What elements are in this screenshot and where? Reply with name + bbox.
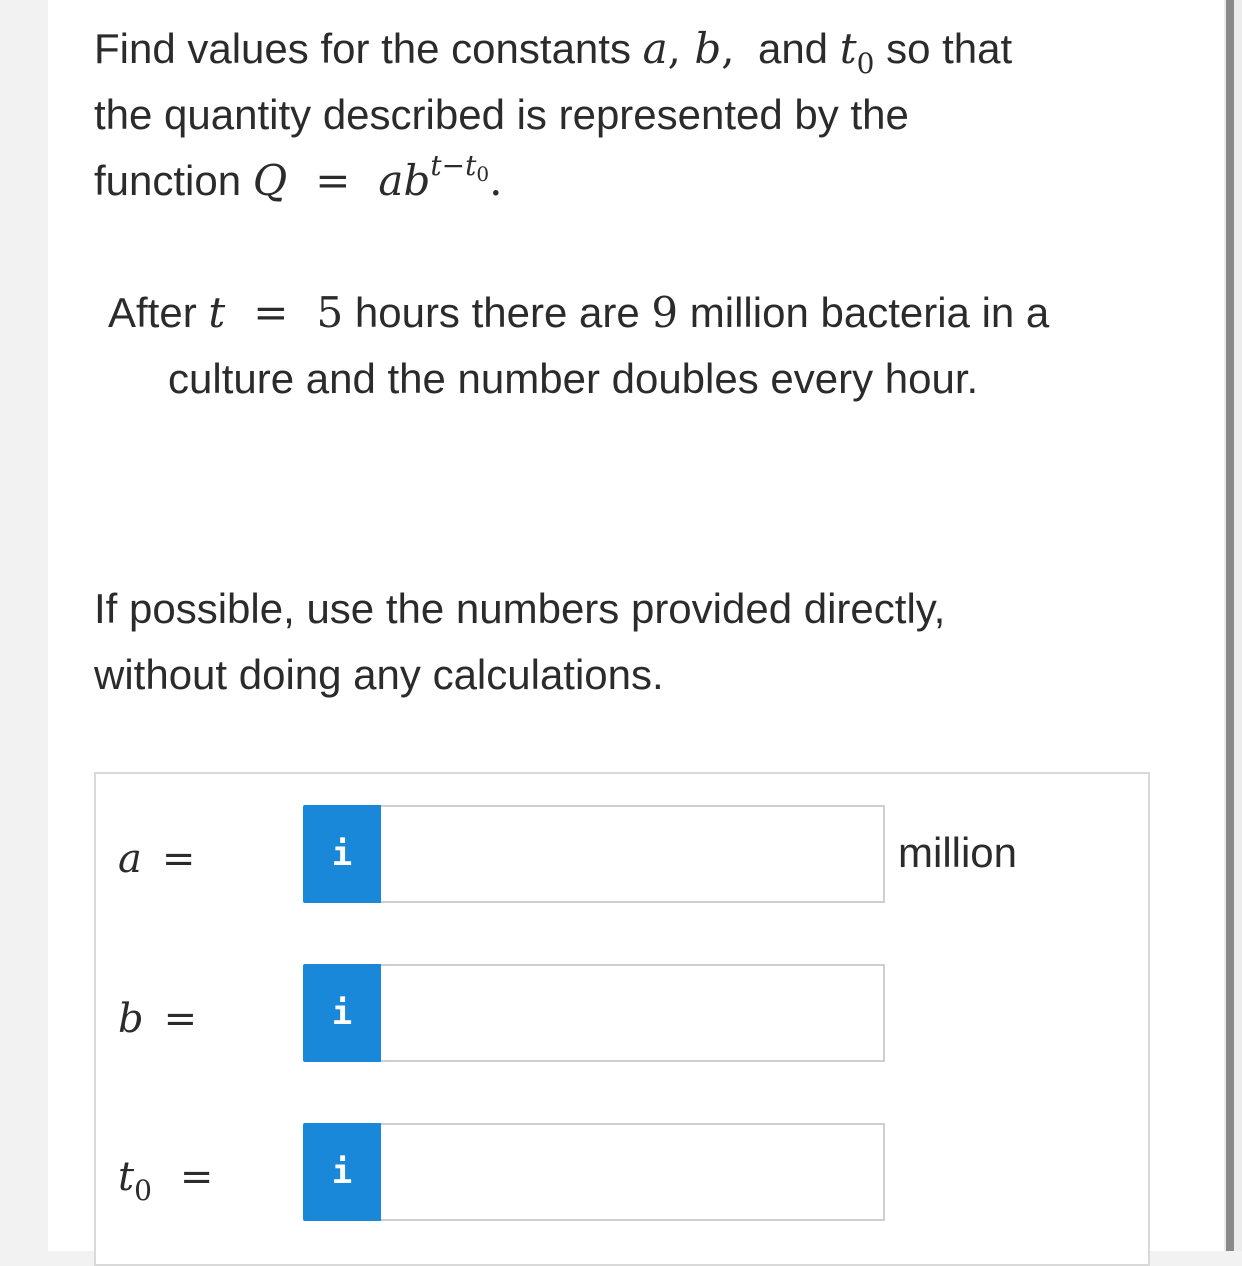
- problem-intro-text: Find values for the constants: [94, 25, 643, 72]
- label-a-var: a: [118, 836, 142, 882]
- comma: ,: [721, 24, 735, 73]
- t-variable: t: [208, 288, 226, 337]
- input-a[interactable]: [381, 805, 885, 903]
- period: .: [489, 156, 503, 205]
- label-a: [118, 834, 195, 884]
- exponent-text: t−t: [430, 149, 477, 182]
- equals-sign: =: [315, 156, 351, 205]
- instruction-line-2: without doing any calculations.: [94, 651, 664, 698]
- info-button-t0[interactable]: i: [303, 1123, 381, 1221]
- constant-t0-var: t: [839, 24, 857, 73]
- bacteria-text: million bacteria in a: [678, 289, 1050, 336]
- constant-t0: [839, 24, 875, 80]
- label-b-var: b: [118, 996, 144, 1042]
- hours-text: hours there are: [343, 289, 652, 336]
- label-t0: [118, 1152, 214, 1207]
- constant-t0-sub: 0: [856, 47, 875, 80]
- function-word: function: [94, 157, 253, 204]
- instruction-line-1: If possible, use the numbers provided directly,: [94, 585, 946, 632]
- info-button-a[interactable]: i: [303, 805, 381, 903]
- problem-line-2: the quantity described is represented by the: [94, 91, 909, 138]
- info-button-b[interactable]: i: [303, 964, 381, 1062]
- label-t0-sub: 0: [134, 1174, 152, 1207]
- label-a-equals: =: [161, 836, 196, 882]
- input-b[interactable]: [381, 964, 885, 1062]
- constant-a: a: [642, 24, 668, 73]
- label-b-equals: =: [163, 996, 198, 1042]
- problem-line-3: [94, 148, 502, 214]
- scenario-line-2: culture and the number doubles every hour.: [168, 355, 979, 402]
- exponent-sub: 0: [476, 162, 490, 186]
- function-ab: ab: [378, 156, 431, 205]
- function-Q: Q: [252, 156, 288, 205]
- label-t0-equals: =: [179, 1154, 214, 1200]
- input-t0[interactable]: [381, 1123, 885, 1221]
- unit-million: million: [898, 829, 1018, 876]
- scenario-line-1: [108, 280, 1049, 346]
- label-t0-var: t: [118, 1154, 135, 1200]
- and-word: and: [757, 25, 840, 72]
- bacteria-count: 9: [651, 288, 679, 337]
- function-exponent: [430, 149, 490, 186]
- comma: ,: [667, 24, 695, 73]
- scrollbar-thumb[interactable]: [1226, 0, 1234, 1251]
- label-b: [118, 994, 197, 1044]
- problem-line-1: [94, 16, 1012, 82]
- equals-sign: =: [253, 288, 289, 337]
- problem-intro-suffix: so that: [874, 25, 1013, 72]
- constant-b: b: [694, 24, 722, 73]
- hours-value: 5: [316, 288, 344, 337]
- after-word: After: [108, 289, 209, 336]
